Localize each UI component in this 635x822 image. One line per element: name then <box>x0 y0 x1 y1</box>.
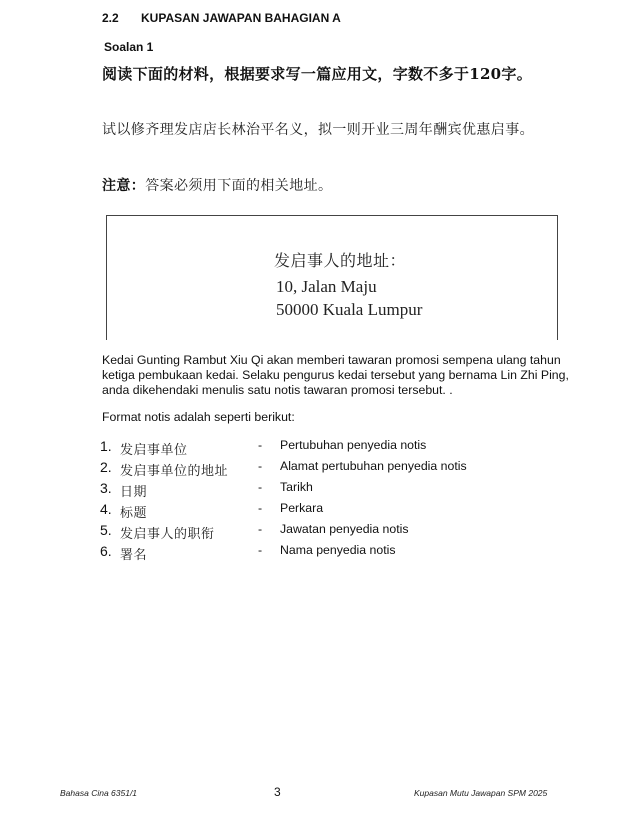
address-label: 发启事人的地址： <box>274 251 407 270</box>
footer-subject: Bahasa Cina 6351/1 <box>60 788 138 798</box>
question-label: Soalan 1 <box>104 40 154 54</box>
format-item-number: 3. <box>100 480 112 496</box>
question-instruction: 阅读下面的材料，根据要求写一篇应用文，字数不多于120字。 <box>102 65 533 83</box>
format-item-malay: Nama penyedia notis <box>280 543 396 557</box>
format-item-chinese: 发启事单位的地址 <box>120 464 229 479</box>
format-item-dash: - <box>258 501 263 515</box>
format-item-chinese: 标题 <box>120 506 148 521</box>
format-item-dash: - <box>258 480 263 494</box>
format-item <box>100 459 580 479</box>
format-item-chinese: 发启事单位 <box>120 443 188 458</box>
format-item-dash: - <box>258 522 263 536</box>
note <box>102 175 332 195</box>
section-title: KUPASAN JAWAPAN BAHAGIAN A <box>141 11 341 25</box>
format-item-chinese: 日期 <box>120 485 148 500</box>
format-item-number: 4. <box>100 501 112 517</box>
context-paragraph: Kedai Gunting Rambut Xiu Qi akan memberi tawaran promosi sempena ulang tahun ketiga pembukaan kedai. Selaku pengurus kedai tersebut yang bernama Lin Zhi Ping, anda dikehendaki menulis satu notis tawaran promosi tersebut. . <box>102 353 569 397</box>
format-item-malay: Tarikh <box>280 480 313 494</box>
address-line-1: 10, Jalan Maju <box>276 277 377 296</box>
format-item <box>100 480 580 500</box>
format-item-number: 2. <box>100 459 112 475</box>
format-item-number: 1. <box>100 438 112 454</box>
format-item-dash: - <box>258 438 263 452</box>
note-label: 注意： <box>102 178 146 194</box>
format-item-chinese: 署名 <box>120 548 148 563</box>
format-item-number: 6. <box>100 543 112 559</box>
format-item-malay: Perkara <box>280 501 324 515</box>
format-intro: Format notis adalah seperti berikut: <box>102 410 295 424</box>
format-item-malay: Pertubuhan penyedia notis <box>280 438 427 452</box>
format-item-malay: Jawatan penyedia notis <box>280 522 409 536</box>
address-line-2: 50000 Kuala Lumpur <box>276 300 423 319</box>
question-task: 试以修齐理发店店长林治平名义，拟一则开业三周年酬宾优惠启事。 <box>102 122 534 138</box>
format-item <box>100 501 580 521</box>
format-item <box>100 438 580 458</box>
footer-publication: Kupasan Mutu Jawapan SPM 2025 <box>414 788 548 798</box>
format-item-number: 5. <box>100 522 112 538</box>
format-item <box>100 543 580 563</box>
format-item-dash: - <box>258 543 263 557</box>
format-item-chinese: 发启事人的职衔 <box>120 527 215 542</box>
format-item <box>100 522 580 542</box>
note-text: 答案必须用下面的相关地址。 <box>145 178 333 194</box>
section-number: 2.2 <box>102 11 119 25</box>
format-item-malay: Alamat pertubuhan penyedia notis <box>280 459 467 473</box>
format-item-dash: - <box>258 459 263 473</box>
page-number: 3 <box>274 785 281 799</box>
